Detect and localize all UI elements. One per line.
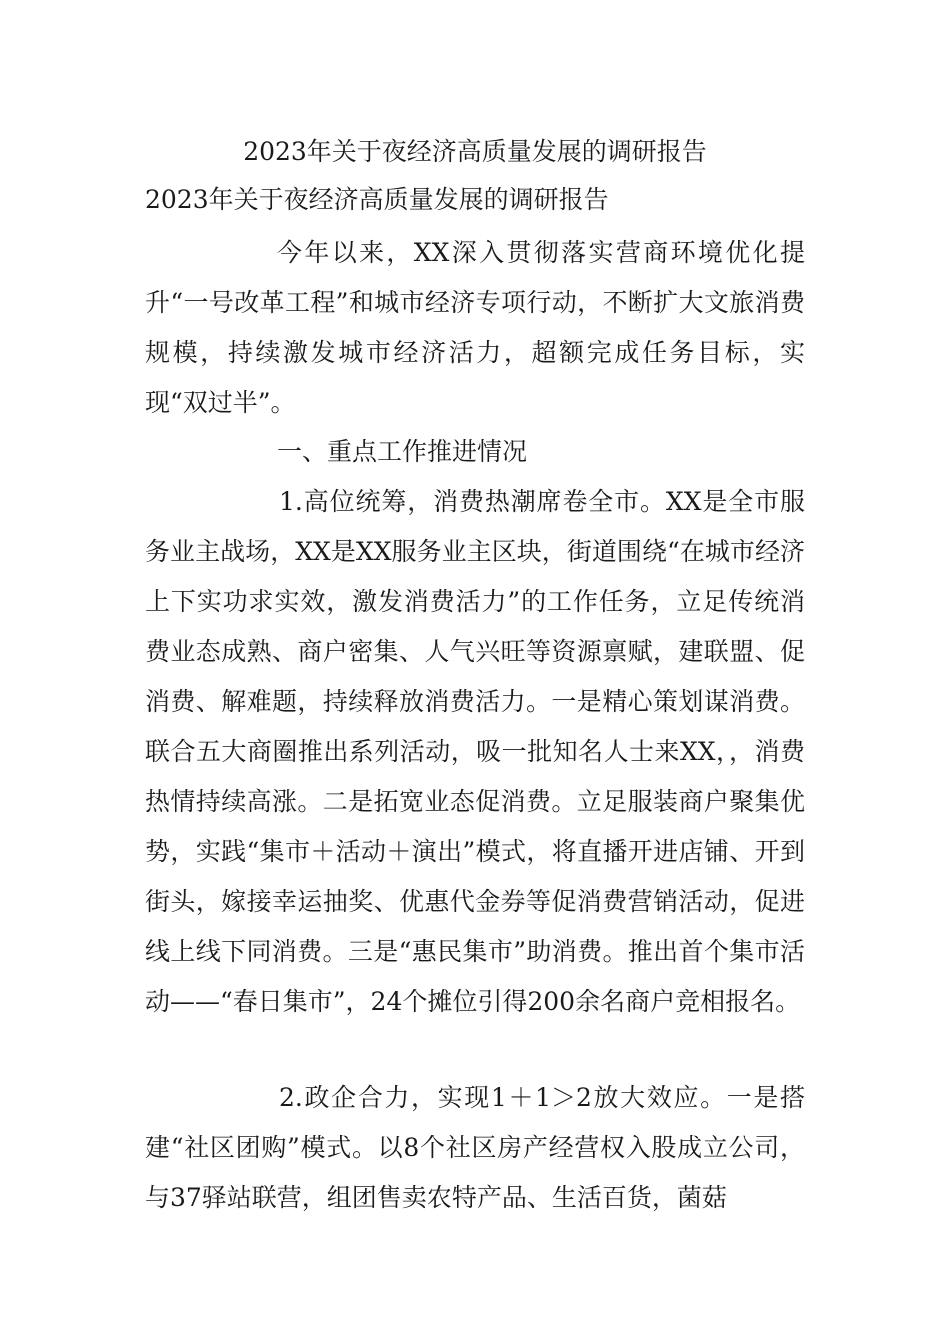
item-1-paragraph: 1.高位统筹，消费热潮席卷全市。XX是全市服务业主战场，XX是XX服务业主区块，街道围绕“在城市经济上下实功求实效，激发消费活力”的工作任务，立足传统消费业态成熟、商户密集、人气兴旺等资源禀赋，建联盟、促消费、解难题，持续释放消费活力。一是精心策划谋消费。联合五大商圈推出系列活动，吸一批知名人士来XX，，消费热情持续高涨。二是拓宽业态促消费。立足服装商户聚集优势，实践“集市＋活动＋演出”模式，将直播开进店铺、开到街头，嫁接幸运抽奖、优惠代金券等促消费营销活动，促进线上线下同消费。三是“惠民集市”助消费。推出首个集市活动——“春日集市”，24个摊位引得200余名商户竞相报名。 — [145, 487, 805, 1016]
intro-section — [145, 228, 805, 428]
section-heading: 一、重点工作推进情况 — [277, 437, 528, 466]
item-2-section — [145, 1073, 805, 1223]
document-subtitle: 2023年关于夜经济高质量发展的调研报告 — [145, 185, 609, 214]
item-2-paragraph: 2.政企合力，实现1＋1＞2放大效应。一是搭建“社区团购”模式。以8个社区房产经营权入股成立公司，与37驿站联营，组团售卖农特产品、生活百货，菌菇 — [145, 1083, 805, 1212]
document-title: 2023年关于夜经济高质量发展的调研报告 — [243, 137, 707, 166]
intro-paragraph: 今年以来，XX深入贯彻落实营商环境优化提升“一号改革工程”和城市经济专项行动，不断扩大文旅消费规模，持续激发城市经济活力，超额完成任务目标，实现“双过半”。 — [145, 238, 805, 417]
section-1 — [145, 427, 805, 477]
item-1-section — [145, 477, 805, 1027]
